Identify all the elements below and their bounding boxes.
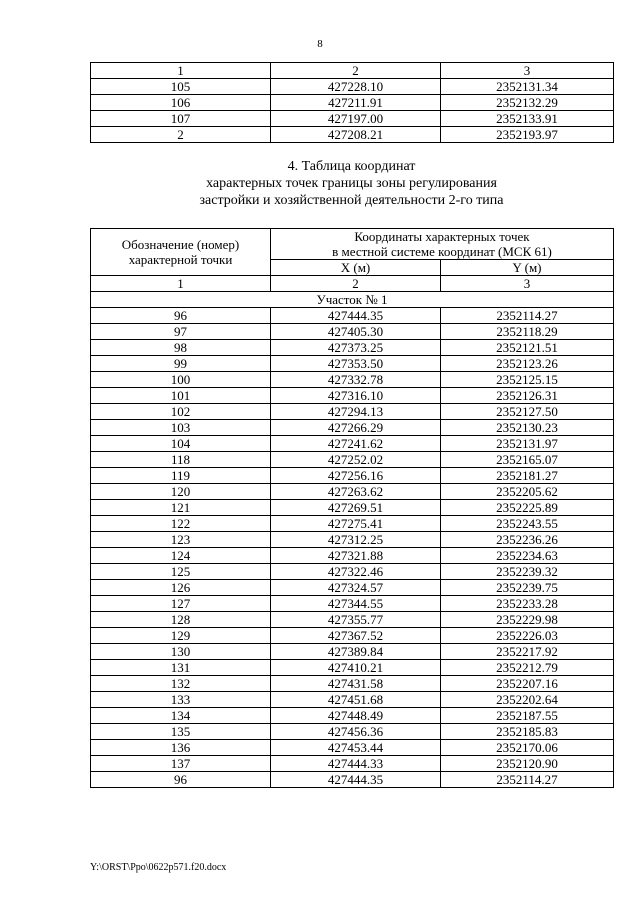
point-number-cell: 131 [91, 660, 271, 676]
y-coordinate-cell: 2352170.06 [441, 740, 614, 756]
y-coordinate-cell: 2352114.27 [441, 308, 614, 324]
table-row [91, 79, 614, 95]
table-row [91, 468, 614, 484]
continued-table-body [91, 63, 614, 143]
point-number-cell: 124 [91, 548, 271, 564]
section-label: Участок № 1 [91, 292, 614, 308]
table-row [91, 404, 614, 420]
coordinates-header [271, 229, 614, 260]
y-coordinate-cell: 2352120.90 [441, 756, 614, 772]
table-row [91, 436, 614, 452]
y-coordinate-cell: 2352130.23 [441, 420, 614, 436]
x-coordinate-cell: 427355.77 [271, 612, 441, 628]
coordinates-header-line: Координаты характерных точек [354, 229, 530, 244]
y-coordinate-cell: 2352217.92 [441, 644, 614, 660]
x-coordinate-cell: 427410.21 [271, 660, 441, 676]
point-number-cell: 128 [91, 612, 271, 628]
table-row [91, 548, 614, 564]
table-row [91, 532, 614, 548]
y-coordinate-cell: 2352185.83 [441, 724, 614, 740]
x-coordinate-cell: 427444.35 [271, 772, 441, 788]
point-number-cell: 101 [91, 388, 271, 404]
x-coordinate-cell: 427211.91 [271, 95, 441, 111]
point-number-cell: 122 [91, 516, 271, 532]
point-number-cell: 120 [91, 484, 271, 500]
x-coordinate-cell: 427321.88 [271, 548, 441, 564]
table-row [91, 484, 614, 500]
column-number-row [91, 63, 614, 79]
x-coordinate-cell: 427444.35 [271, 308, 441, 324]
x-coordinate-cell: 427312.25 [271, 532, 441, 548]
y-coordinate-cell: 2352121.51 [441, 340, 614, 356]
point-number-cell: 135 [91, 724, 271, 740]
y-coordinate-cell: 2352207.16 [441, 676, 614, 692]
point-number-cell: 127 [91, 596, 271, 612]
coordinates-header-line: в местной системе координат (МСК 61) [332, 244, 552, 259]
x-coordinate-cell: 427275.41 [271, 516, 441, 532]
header-row [91, 229, 614, 260]
point-number-cell: 119 [91, 468, 271, 484]
table-row [91, 644, 614, 660]
x-coordinate-cell: 427332.78 [271, 372, 441, 388]
table-row [91, 708, 614, 724]
y-coordinate-cell: 2352133.91 [441, 111, 614, 127]
point-number-cell: 125 [91, 564, 271, 580]
coordinates-table [90, 228, 614, 788]
x-coordinate-cell: 427373.25 [271, 340, 441, 356]
x-coordinate-cell: 427456.36 [271, 724, 441, 740]
y-coordinate-cell: 2352226.03 [441, 628, 614, 644]
point-number-cell: 2 [91, 127, 271, 143]
y-coordinate-cell: 2352118.29 [441, 324, 614, 340]
y-coordinate-cell: 2352127.50 [441, 404, 614, 420]
table-row [91, 127, 614, 143]
x-coordinate-cell: 427241.62 [271, 436, 441, 452]
y-coordinate-cell: 2352205.62 [441, 484, 614, 500]
point-number-cell: 132 [91, 676, 271, 692]
table-title-line: застройки и хозяйственной деятельности 2-го типа [199, 193, 504, 208]
column-number-row [91, 276, 614, 292]
file-path-footer: Y:\ORST\Ppo\0622p571.f20.docx [90, 862, 227, 873]
x-coordinate-cell: 427197.00 [271, 111, 441, 127]
x-coordinate-cell: 427353.50 [271, 356, 441, 372]
table-row [91, 772, 614, 788]
table-row [91, 692, 614, 708]
x-coordinate-cell: 427389.84 [271, 644, 441, 660]
point-number-header-line: Обозначение (номер) [121, 237, 240, 252]
section-row [91, 292, 614, 308]
table-row [91, 612, 614, 628]
point-number-cell: 107 [91, 111, 271, 127]
point-number-cell: 96 [91, 308, 271, 324]
y-coordinate-cell: 2352236.26 [441, 532, 614, 548]
point-number-cell: 130 [91, 644, 271, 660]
y-coordinate-cell: 2352243.55 [441, 516, 614, 532]
y-coordinate-cell: 2352131.97 [441, 436, 614, 452]
point-number-cell: 123 [91, 532, 271, 548]
point-number-cell: 103 [91, 420, 271, 436]
point-number-cell: 137 [91, 756, 271, 772]
y-header: Y (м) [441, 260, 614, 276]
column-number-cell: 3 [441, 276, 614, 292]
y-coordinate-cell: 2352114.27 [441, 772, 614, 788]
continued-coordinates-table [90, 62, 614, 143]
point-number-cell: 104 [91, 436, 271, 452]
table-row [91, 660, 614, 676]
y-coordinate-cell: 2352126.31 [441, 388, 614, 404]
table-row [91, 340, 614, 356]
point-number-cell: 126 [91, 580, 271, 596]
y-coordinate-cell: 2352212.79 [441, 660, 614, 676]
x-coordinate-cell: 427263.62 [271, 484, 441, 500]
x-coordinate-cell: 427448.49 [271, 708, 441, 724]
x-coordinate-cell: 427294.13 [271, 404, 441, 420]
x-coordinate-cell: 427256.16 [271, 468, 441, 484]
x-coordinate-cell: 427322.46 [271, 564, 441, 580]
y-coordinate-cell: 2352123.26 [441, 356, 614, 372]
table-row [91, 388, 614, 404]
table-row [91, 356, 614, 372]
point-number-header-line: характерной точки [128, 252, 233, 267]
table-row [91, 452, 614, 468]
y-coordinate-cell: 2352132.29 [441, 95, 614, 111]
table-title [90, 158, 613, 209]
point-number-cell: 118 [91, 452, 271, 468]
point-number-header [91, 229, 271, 276]
x-coordinate-cell: 427252.02 [271, 452, 441, 468]
x-coordinate-cell: 427451.68 [271, 692, 441, 708]
x-coordinate-cell: 427431.58 [271, 676, 441, 692]
table-row [91, 308, 614, 324]
point-number-cell: 99 [91, 356, 271, 372]
point-number-cell: 129 [91, 628, 271, 644]
table-row [91, 372, 614, 388]
x-coordinate-cell: 427208.21 [271, 127, 441, 143]
y-coordinate-cell: 2352131.34 [441, 79, 614, 95]
column-number-cell: 1 [91, 276, 271, 292]
point-number-cell: 121 [91, 500, 271, 516]
table-row [91, 95, 614, 111]
table-row [91, 420, 614, 436]
table-row [91, 580, 614, 596]
y-coordinate-cell: 2352202.64 [441, 692, 614, 708]
x-coordinate-cell: 427367.52 [271, 628, 441, 644]
table-row [91, 756, 614, 772]
table-row [91, 111, 614, 127]
table-row [91, 724, 614, 740]
table-row [91, 628, 614, 644]
point-number-cell: 133 [91, 692, 271, 708]
column-number-cell: 2 [271, 276, 441, 292]
y-coordinate-cell: 2352239.32 [441, 564, 614, 580]
x-coordinate-cell: 427344.55 [271, 596, 441, 612]
y-coordinate-cell: 2352234.63 [441, 548, 614, 564]
y-coordinate-cell: 2352125.15 [441, 372, 614, 388]
column-number-cell: 3 [441, 63, 614, 79]
table-row [91, 500, 614, 516]
y-coordinate-cell: 2352187.55 [441, 708, 614, 724]
point-number-cell: 97 [91, 324, 271, 340]
table-title-line: характерных точек границы зоны регулирования [206, 176, 497, 191]
point-number-cell: 106 [91, 95, 271, 111]
y-coordinate-cell: 2352225.89 [441, 500, 614, 516]
y-coordinate-cell: 2352181.27 [441, 468, 614, 484]
y-coordinate-cell: 2352165.07 [441, 452, 614, 468]
point-number-cell: 100 [91, 372, 271, 388]
x-coordinate-cell: 427228.10 [271, 79, 441, 95]
x-coordinate-cell: 427266.29 [271, 420, 441, 436]
table-title-line: 4. Таблица координат [287, 159, 416, 174]
point-number-cell: 96 [91, 772, 271, 788]
y-coordinate-cell: 2352239.75 [441, 580, 614, 596]
column-number-cell: 1 [91, 63, 271, 79]
y-coordinate-cell: 2352229.98 [441, 612, 614, 628]
x-header: X (м) [271, 260, 441, 276]
coordinates-table-body [91, 229, 614, 788]
x-coordinate-cell: 427453.44 [271, 740, 441, 756]
table-row [91, 516, 614, 532]
page-number: 8 [317, 38, 323, 50]
x-coordinate-cell: 427316.10 [271, 388, 441, 404]
point-number-cell: 136 [91, 740, 271, 756]
point-number-cell: 102 [91, 404, 271, 420]
table-row [91, 676, 614, 692]
column-number-cell: 2 [271, 63, 441, 79]
point-number-cell: 98 [91, 340, 271, 356]
point-number-cell: 105 [91, 79, 271, 95]
x-coordinate-cell: 427324.57 [271, 580, 441, 596]
table-row [91, 740, 614, 756]
x-coordinate-cell: 427444.33 [271, 756, 441, 772]
x-coordinate-cell: 427269.51 [271, 500, 441, 516]
x-coordinate-cell: 427405.30 [271, 324, 441, 340]
point-number-cell: 134 [91, 708, 271, 724]
table-row [91, 564, 614, 580]
y-coordinate-cell: 2352233.28 [441, 596, 614, 612]
table-row [91, 596, 614, 612]
y-coordinate-cell: 2352193.97 [441, 127, 614, 143]
table-row [91, 324, 614, 340]
